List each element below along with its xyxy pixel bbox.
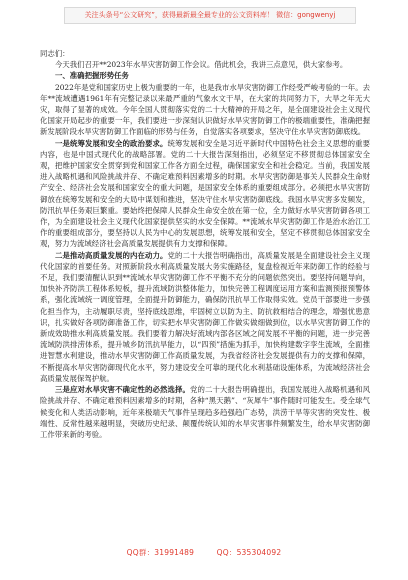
section-heading-1: 一、准确把握形势任务 <box>55 71 129 81</box>
paragraph-text-2: 党的二十大报告明确指出，高质量发展是全面建设社会主义现代化国家的首要任务。对照新阶段水利高质量发展大务实施路径，复盘检视近年来防御工作的经验与不足，我们要清醒认识到**流域水旱灾害防御工作不平衡不充分的问题依然突出。要坚持问题导向，加快补齐防洪工程体系短板，提升流域防洪整体能力，加快完善工程调度运用方案和监测预报预警体系，强化流域统一调度管理，全面提升防御能力，确保防汛抗旱工作取得实效。党员干部要进一步强化担当作为，主动履职尽责，坚持底线思维，牢固树立以防为主、防抗救相结合的理念，增强忧患意识，扎实做好各项防御准备工作，切实把水旱灾害防御工作做实做细做到位，以水旱灾害防御工作的新成效助推水利高质量发展。我们要着力解决好流域内部各区域之间发展不平衡的问题，进一步完善流域防洪排涝体系，提升城乡防汛抗旱能力，以“四预”措施为抓手，加快构建数字孪生流域，全面推进智慧水利建设，推动水旱灾害防御工作高质量发展，为我省经济社会发展提供有力的支撑和保障，不断提高水旱灾害防御现代化水平，努力建设安全可靠的现代化水利基础设施体系，为流域经济社会高质量发展保驾护航。 <box>40 250 370 383</box>
body-paragraph-2 <box>40 138 370 250</box>
paragraph-text-3: 党的二十大报告明确提出，我国发展进入战略机遇和风险挑战并存、不确定难预料因素增多的时期，各种“黑天鹅”、“灰犀牛”事件随时可能发生。受全球气候变化和人类活动影响，近年来极端天气事件呈现趋多趋强趋广态势，洪涝干旱等灾害的突发性、极端性、反常性越来越明显，突破历史纪录、颠覆传统认知的水旱灾害事件频繁发生，给水旱灾害防御工作带来新的考验。 <box>40 385 370 439</box>
body-paragraph-3 <box>40 250 370 384</box>
subheading-3: 三是应对水旱灾害不确定性的必然选择。 <box>55 385 191 395</box>
paragraph-text-1: 统筹发展和安全是习近平新时代中国特色社会主义思想的重要内容，也是中国式现代化的战略部署。党的二十大报告深刻指出，必须坚定不移贯彻总体国家安全观，把维护国家安全贯穿到党和国家工作各方面全过程，确保国家安全和社会稳定。当前，我国发展进入战略机遇和风险挑战并存、不确定难预料因素增多的时期。水旱灾害防御是事关人民群众生命财产安全、经济社会发展和国家安全的重大问题，是国家安全体系的重要组成部分。必须把水旱灾害防御放在统筹发展和安全的大局中谋划和推进，坚决守住水旱灾害防御底线。我国水旱灾害多发频发，防汛抗旱任务艰巨繁重。要始终把保障人民群众生命安全放在第一位，全力做好水旱灾害防御各项工作，为全面建设社会主义现代化国家提供坚实的水安全保障。**流域水旱灾害防御工作是治水治江工作的重要组成部分，要坚持以人民为中心的发展思想，统筹发展和安全，坚定不移贯彻总体国家安全观，努力为流域经济社会高质量发展提供有力支撑和保障。 <box>40 138 370 249</box>
body-paragraph-4 <box>40 384 370 440</box>
footer-qq-group: QQ群：31991489 <box>126 548 195 557</box>
subheading-1: 一是统筹发展和安全的政治要求。 <box>55 138 168 148</box>
promo-banner[interactable]: 关注头条号“公文研究”，获得最新最全最专业的公文资料库！ 微信：gongwenyj <box>64 7 356 24</box>
body-paragraph-1: 2022年是党和国家历史上极为重要的一年，也是我市水旱灾害防御工作经受严峻考验的一年。去年**流域遭遇1961年有完整记录以来最严重的气象水文干旱，在大家的共同努力下，大旱之年无大灾，取得了显著的成效。今年全国人贯彻落实党的二十大精神的开局之年，是全面建设社会主义现代化国家开局起步的重要一年，我们要进一步深刻认识做好水旱灾害防御工作的极端重要性，准确把握新发展阶段水旱灾害防御工作面临的形势与任务，自觉落实各项要求，坚决守住水旱灾害防御底线。 <box>40 82 370 137</box>
document-body <box>40 48 370 440</box>
subheading-2: 二是推动高质量发展的内在动力。 <box>55 250 168 260</box>
footer-qq: QQ：535304092 <box>216 548 282 557</box>
intro-paragraph: 今天我们召开**2023年水旱灾害防御工作会议。借此机会，我讲三点意见，供大家参考。 <box>55 60 348 70</box>
greeting: 同志们： <box>40 49 70 58</box>
footer-contact <box>0 547 408 558</box>
